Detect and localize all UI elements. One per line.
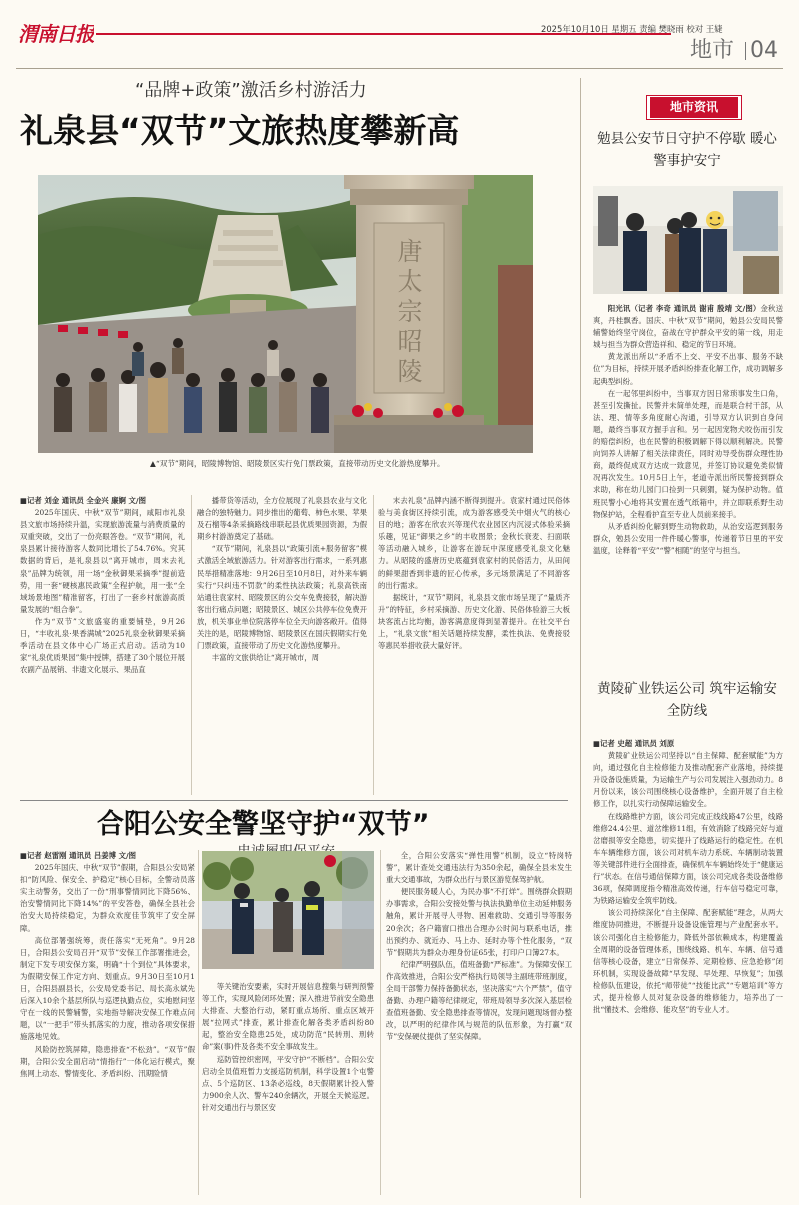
date-line: 2025年10月10日 星期五 责编 樊晓雨 校对 王婕	[541, 24, 723, 34]
photo-caption: ▲“双节”期间，昭陵博物馆、昭陵景区实行免门票政策，直接带动历史文化游热度攀升。	[150, 459, 445, 468]
second-column-3: 全，合阳公安落实“弹性用警”机制，设立“特岗特警”，累计查处交通违法行为350余起，确保全县未发生重大交通事故，为群众出行与景区游览保驾护航。 便民服务暖人心，为民办事“不打烊”。围绕群众假期办事需求，合阳公安接处警与执法执勤单位主动延伸服务触角，累计开展寻人寻物、困难救助、交通引导等服务20余次；各户籍窗口推出合理办公时间与联系电话，推出预约办、就近办、马上办、延时办等个性化服务，“双节”假期共为群众办理身份证65张，打印户口簿27本。 纪律严明强队伍，值班备勤“严标准”。为保障安保工作高效推进，合阳公安严格执行局领导主副班带班制度，全局干部警力保持备勤状态，坚决落实“六个严禁”，值守备勤、办理户籍等纪律规定，带班局领导多次深入基层检查值班备勤、安全隐患排查等情况，发现问题现场督办整改，以严明的纪律作风与规范的队伍形象，为打赢“双节”安保硬仗提供了坚实保障。	[386, 851, 572, 1042]
masthead-logo: 渭南日报	[18, 22, 94, 46]
police-photo	[202, 851, 374, 969]
crowd-scene-illustration	[38, 175, 533, 453]
second-byline: ■记者 赵雷刚 通讯员 吕姜博 文/图	[20, 851, 137, 860]
sidebar-article1-title: 勉县公安节日守护不停歇 暖心警事护安宁	[597, 131, 777, 169]
sidebar-article1-body: 阳光讯（记者 李奇 通讯员 谢甫 殷靖 文/图）金秋送爽，丹桂飘香。国庆、中秋“双节”期间，勉县公安局民警辅警始终坚守岗位，奋战在守护群众平安的第一线，用走城与担当为群众营造祥和、稳定的节日环境。 黄龙派出所以“矛盾不上交、平安不出事、服务不缺位”为目标，持续开展矛盾纠纷排查化解工作，成功调解多起典型纠纷。 在一起邻里纠纷中，当事双方因日常琐事发生口角，甚至引发撕扯。民警并未简单处理，而是联合村干部，从法、理、情等多角度耐心沟通，引导双方认识到自身问题，最终当事双方握手言和。另一起因宠物犬咬伤而引发的赔偿纠纷，也在民警的积极调解下得以顺利解决。民警向饲养人讲解了相关法律责任，同时劝导受伤群众理性协商，最终促成双方达成一致意见，并签订协议避免类似情况再次发生。10月5日上午，老道寺派出所民警接到群众求助，称在幼儿园门口捡到一只刺猬，疑为保护动物。值班民警小心地将其安置在透气纸箱中，并立即联系野生动物保护站，全程看护直至专业人员前来接手。 从矛盾纠纷化解到野生动物救助，从治安巡逻到服务群众，勉县公安用一件件暖心警事，传递着节日里的平安温度，诠释着“平安”“警”相随”的坚守与担当。	[593, 304, 783, 555]
main-column-divider-1	[191, 495, 192, 795]
sidebar-article1-byline: 阳光讯（记者 李奇 通讯员 谢甫 殷靖 文/图）	[607, 304, 761, 313]
section-divider	[745, 42, 746, 60]
police-visit-illustration	[593, 186, 783, 294]
main-photo	[38, 175, 533, 453]
section-name: 地市	[690, 38, 735, 63]
section-separator	[20, 800, 568, 801]
sidebar-article2-title: 黄陵矿业铁运公司 筑牢运输安全防线	[597, 681, 777, 719]
caption-triangle-icon: ▲	[150, 459, 156, 468]
sidebar-divider	[580, 78, 581, 1198]
second-column-2: 等关键治安要素，实时开展信息搜集与研判预警等工作，实现风险闭环处置；深入推进节前安全隐患大排查、大整治行动，紧盯重点场所、重点区域开展“拉网式”排查，累计排查化解各类矛盾纠纷80起，整治安全隐患25处，成功防范“民转刑、刑转命”案(事)件及各类不安全事故发生。 巡防管控织密网，平安守护“不断档”。合阳公安启动全员值班暂力支援巡防机制，科学设置1个屯警点、5个巡防区、13条必巡线，8天假期累计投入警力900余人次、警车240余辆次，开展全天候巡逻。针对交通出行与景区安	[202, 982, 374, 1112]
sidebar-photo	[593, 186, 783, 294]
main-headline: 礼泉县“双节”文旅热度攀新高	[20, 111, 460, 150]
main-column-2: 播带货等活动，全方位展现了礼泉县农业与文化融合的独特魅力。同步推出的葡萄、柿色水果、苹果及石榴等4条采摘路线串联起县优质果园资源，为假期乡村游游奠定了基础。 “双节”期间，礼泉县以“政策引流+服务留客”模式激活全域旅游活力。针对游客出行需求，一系列惠民举措精准落地：9月26日至10月8日，对外来车辆实行“只纠违不罚款”的柔性执法政策；礼泉高铁南站通往袁家村、昭陵景区的公交车免费接驳，解决游客出行痛点问题；昭陵景区、城区公共停车位免费开放，机关事业单位院落停车位全天向游客敞开。值得关注的是，昭陵博物馆、昭陵景区在国庆假期实行免门票政策，直接带动了历史文化游热度攀升。 丰富的文旅供给让“离开城市，周	[197, 496, 367, 663]
second-column-1: ■记者 赵雷刚 通讯员 吕姜博 文/图 2025年国庆、中秋“双节”假期，合阳县公安局紧扣“防风险、保安全、护稳定”核心目标，全警动员落实主动警务，交出了一份“刑事警情同比下降56%、治安警情同比下降14%”的平安答卷，确保全县社会治安大局持续稳定，为群众欢度佳节筑牢了安全屏障。 高位部署强统筹，责任落实“无死角”。9月28日，合阳县公安局召开“双节”安保工作部署推进会，制定下发专项安保方案，明确“十个到位”具体要求，为假期安保工作定方向、划重点。9月30日至10月1日，合阳县副县长，公安局党委书记、局长高永斌先后深入10余个基层所队与巡逻执勤点位，实地慰问坚守在一线的民警辅警，实地指导解决安保工作难点问题，以“一把手”带头抓落实的力度，推动各项安保措施落地见效。 风险防控筑屏障，隐患排查“不松劲”。“双节”假期，合阳公安全面启动“情指行”一体化运行模式，聚焦网上动态、警情变化、矛盾纠纷、汛期险情	[20, 851, 195, 1078]
main-kicker: “品牌+政策”激活乡村游活力	[135, 80, 367, 101]
main-column-3: 末去礼泉”品牌内涵不断得到提升。袁家村通过民俗体验与美食街区持续引流，成为游客感受关中烟火气的核心目的地；游客在欣农兴等现代农业园区内沉浸式体验采摘乐趣，见证“御果之乡”的丰收图景；金秋长衰麦、扫面联等活动融入城乡，让游客在游玩中深度感受礼泉文化魅力。从昭陵的盛唐历史底蕴到袁家村的民俗活力，从田间的鲜果甜香到非遗的匠心传承，多元场景满足了不同游客的出行需求。 据统计，“双节”期间，礼泉县文旅市场呈现了“量质齐升”的特征，乡村采摘游、历史文化游、民俗体验游三大板块客流占比均衡，游客满意度得到显著提升。在社交平台上，“礼泉文旅”相关话题持续发酵，柔性执法、免费接驳等惠民举措收获大量好评。	[378, 496, 570, 651]
second-headline: 合阳公安全警坚守护“双节”	[97, 809, 430, 840]
sidebar-article2-body: ■记者 史超 通讯员 刘原 黄陵矿业铁运公司坚持以“自主保障、配套赋能”为方向，通过强化自主检修能力及推动配套产业落地，持续提升设备设施质量，为运输生产与公司发展注入强劲动力。8月份以来，该公司围绕核心设备维护，全面开展了自主检修工作，以扎实行动保障运输安全。 在线路维护方面，该公司完成正线线路47公里，线路维修24.4公里、道岔维修11组，有效消除了线路完好与道岔磨损等安全隐患，切实提升了线路运行的稳定性。在机车车辆维修方面，该公司对机车动力系统、车辆制动装置等关键部件进行全面排查，确保机车车辆始终处于“健康运行”状态。在信号通信保障方面，该公司完成各类设备维修36项，保障调度指令精准高效传递，行车信号稳定可靠，为铁路运输安全筑牢防线。 该公司持续深化“自主保障、配套赋能”理念，从两大维度协同推进，不断提升设备设施管理与产业配套水平。该公司强化自主检修能力，降低外部依赖成本，构建覆盖全周期的设备管理体系，围绕线路、机车、车辆、信号通信等核心设备，建立“日常保养、定期检修、应急抢修”闭环机制，实现设备故障“早发现、早处理、早恢复”；加强检修队伍建设，依托“师带徒”“技能比武”“专题培训”等方式，提升检修人员对复杂设备的维修能力，培养出了一批“懂技术、会维修、能攻坚”的专业人才。	[593, 739, 783, 1015]
main-column-1: ■记者 刘金 通讯员 全金兴 廉婀 文/图 2025年国庆、中秋“双节”期间，咸阳市礼泉县文旅市场持续升温，实现旅游流量与消费质量的双重突破，交出了一份亮眼答卷。“双节”期间，礼泉县累计接待游客人数同比增长了54.76%。究其数据的背后，是礼泉县以“离开城市，周末去礼泉”品牌为统领，用一场“金秋御果采摘季”提前造势，用一套“硬核惠民政策”全程护航，用一张“全域场景地图”精准留客，打出了一套乡村旅游高质量发展的“组合拳”。 作为“双节”文旅盛宴的重要铺垫，9月26日，“丰收礼泉·果香满城”2025礼泉金秋御果采摘季活动在县文体中心广场正式启动。活动为10家“礼泉优质果园”集中授牌，搭建了30个展位开展农副产品展销、非遗文化展示、果品直	[20, 496, 185, 675]
masthead-bottom-rule	[16, 68, 783, 69]
second-column-divider-1	[198, 850, 199, 1195]
police-patrol-illustration	[202, 851, 374, 969]
main-column-divider-2	[373, 495, 374, 795]
stele-inscription: 唐太宗昭陵	[397, 237, 423, 386]
sidebar-label: 地市资讯	[650, 97, 738, 118]
second-column-divider-2	[380, 850, 381, 1195]
main-byline: ■记者 刘金 通讯员 全金兴 廉婀 文/图	[20, 496, 147, 505]
page-number: 04	[750, 38, 778, 63]
sidebar-article2-byline: ■记者 史超 通讯员 刘原	[593, 739, 675, 748]
